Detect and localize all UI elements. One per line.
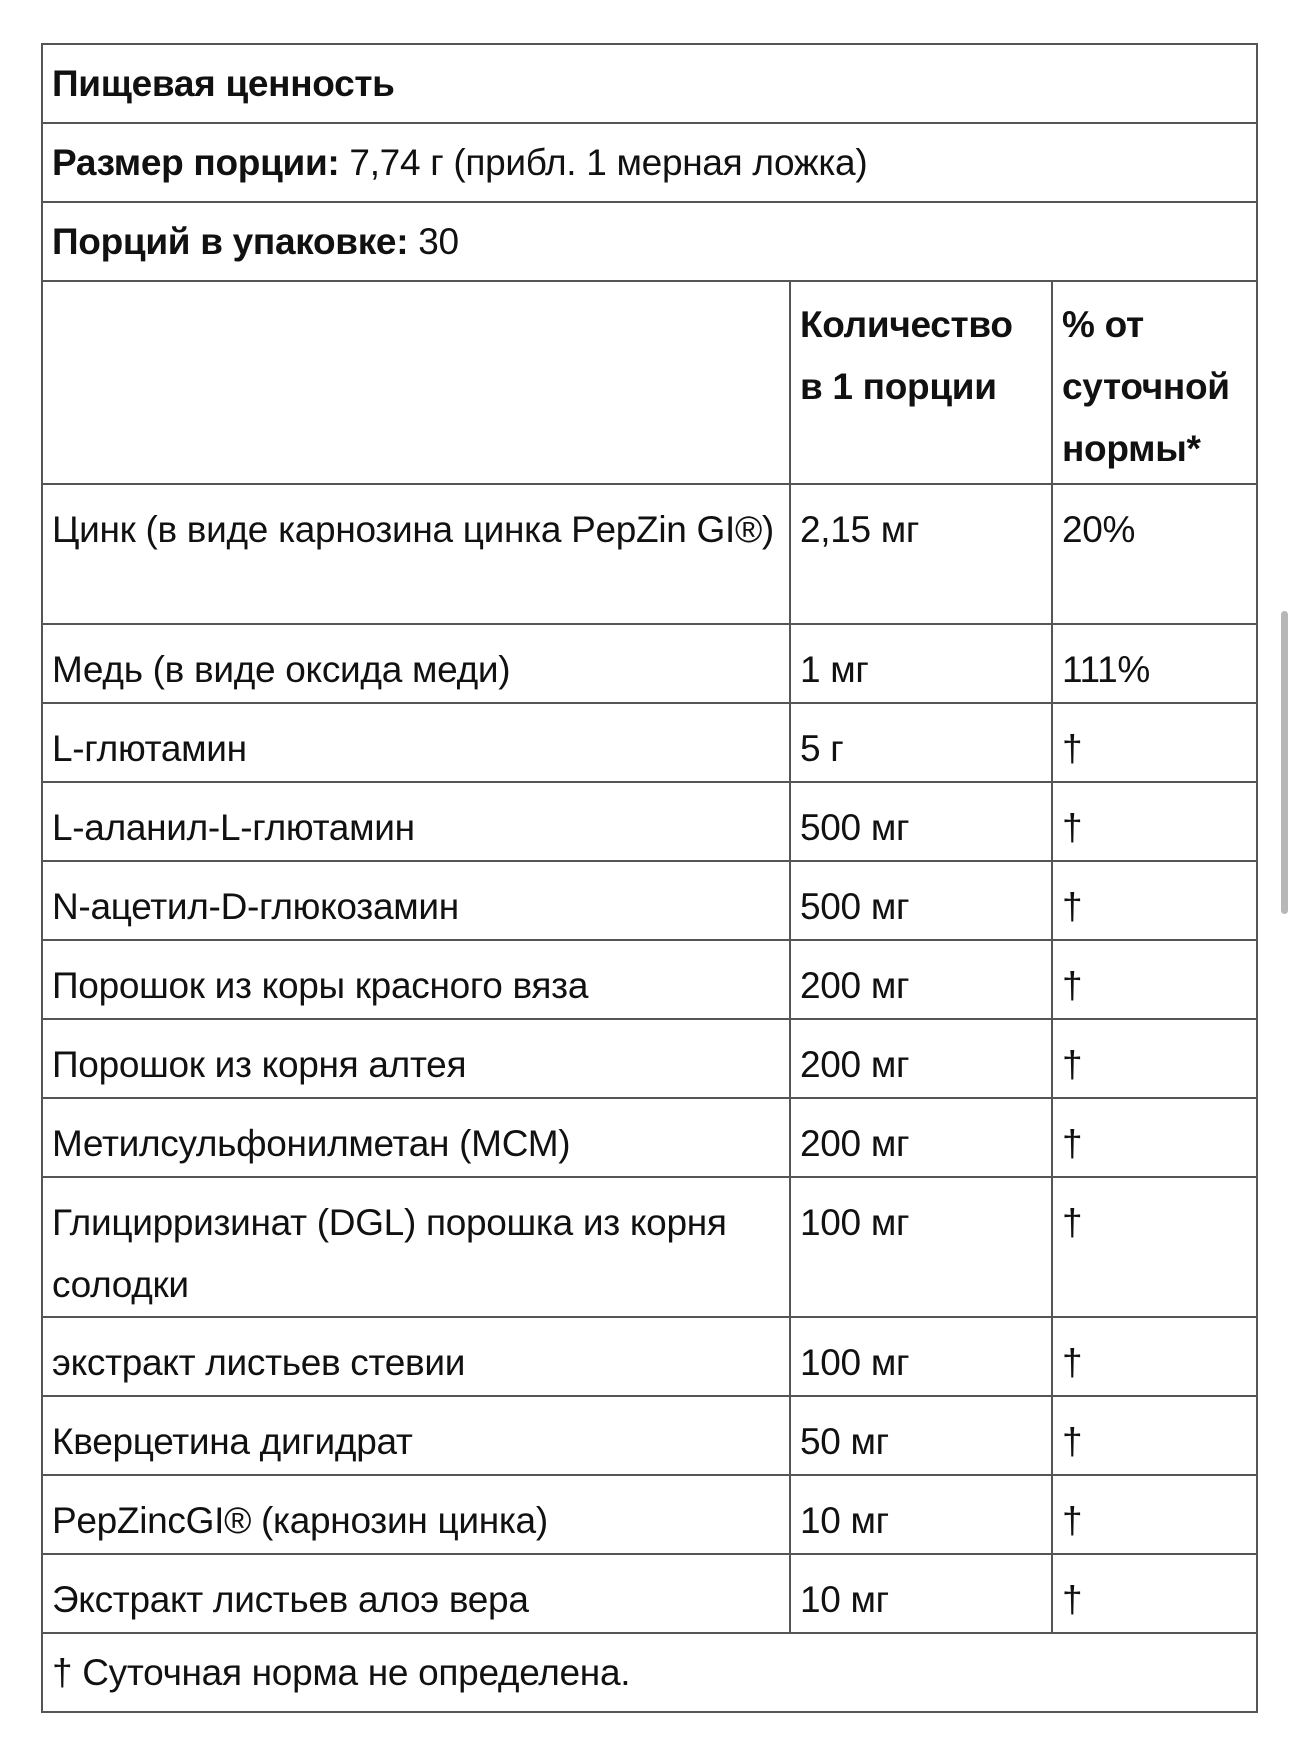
table-row bbox=[43, 862, 1256, 941]
ingredient-daily-value: † bbox=[1062, 886, 1083, 927]
footnote: † Суточная норма не определена. bbox=[52, 1651, 631, 1693]
column-header-amount: Количество в 1 порции bbox=[791, 282, 1053, 483]
table-row bbox=[43, 1476, 1256, 1555]
table-row bbox=[43, 1397, 1256, 1476]
ingredient-name: Метилсульфонилметан (МСМ) bbox=[43, 1099, 791, 1176]
ingredient-amount: 500 мг bbox=[791, 862, 1053, 939]
ingredient-amount: 200 мг bbox=[791, 941, 1053, 1018]
table-row bbox=[43, 1318, 1256, 1397]
table-row bbox=[43, 1099, 1256, 1178]
serving-size-value: 7,74 г (прибл. 1 мерная ложка) bbox=[339, 141, 868, 183]
scrollbar[interactable] bbox=[1281, 611, 1288, 914]
ingredient-name: Глицирризинат (DGL) порошка из корня солодки bbox=[43, 1178, 791, 1316]
ingredient-amount: 100 мг bbox=[791, 1178, 1053, 1316]
ingredient-amount: 200 мг bbox=[791, 1099, 1053, 1176]
table-row bbox=[43, 1555, 1256, 1634]
ingredient-amount: 2,15 мг bbox=[791, 485, 1053, 623]
table-row bbox=[43, 485, 1256, 625]
ingredient-daily-value: 111% bbox=[1062, 649, 1150, 690]
ingredient-amount: 10 мг bbox=[791, 1476, 1053, 1553]
ingredient-name: L-глютамин bbox=[43, 704, 791, 781]
ingredient-daily-value: † bbox=[1062, 1579, 1083, 1620]
nutrition-table bbox=[41, 43, 1258, 1713]
ingredient-name: PepZincGI® (карнозин цинка) bbox=[43, 1476, 791, 1553]
ingredient-name: N-ацетил-D-глюкозамин bbox=[43, 862, 791, 939]
ingredient-daily-value: † bbox=[1062, 1500, 1083, 1541]
serving-size-row bbox=[43, 124, 1256, 203]
table-row bbox=[43, 625, 1256, 704]
ingredient-daily-value: † bbox=[1062, 1342, 1083, 1383]
ingredient-daily-value: † bbox=[1062, 1202, 1083, 1243]
ingredient-name: Медь (в виде оксида меди) bbox=[43, 625, 791, 702]
ingredient-amount: 200 мг bbox=[791, 1020, 1053, 1097]
ingredient-amount: 500 мг bbox=[791, 783, 1053, 860]
table-row bbox=[43, 941, 1256, 1020]
ingredient-name: Цинк (в виде карнозина цинка PepZin GI®) bbox=[43, 485, 791, 623]
ingredient-amount: 50 мг bbox=[791, 1397, 1053, 1474]
serving-size-label: Размер порции: bbox=[52, 141, 340, 183]
ingredient-name: L-аланил-L-глютамин bbox=[43, 783, 791, 860]
servings-value: 30 bbox=[408, 220, 459, 262]
servings-label: Порций в упаковке: bbox=[52, 220, 409, 262]
table-row bbox=[43, 704, 1256, 783]
ingredient-amount: 10 мг bbox=[791, 1555, 1053, 1632]
table-row bbox=[43, 1178, 1256, 1318]
column-header-name bbox=[43, 282, 791, 483]
ingredient-daily-value: † bbox=[1062, 807, 1083, 848]
servings-row bbox=[43, 203, 1256, 282]
ingredient-daily-value: † bbox=[1062, 728, 1083, 769]
ingredient-amount: 5 г bbox=[791, 704, 1053, 781]
column-header-row bbox=[43, 282, 1256, 485]
ingredient-amount: 1 мг bbox=[791, 625, 1053, 702]
ingredient-amount: 100 мг bbox=[791, 1318, 1053, 1395]
ingredient-name: Порошок из корня алтея bbox=[43, 1020, 791, 1097]
table-row bbox=[43, 1020, 1256, 1099]
ingredient-daily-value: † bbox=[1062, 1421, 1083, 1462]
ingredient-name: Кверцетина дигидрат bbox=[43, 1397, 791, 1474]
ingredient-name: экстракт листьев стевии bbox=[43, 1318, 791, 1395]
ingredient-name: Порошок из коры красного вяза bbox=[43, 941, 791, 1018]
footnote-row bbox=[43, 1634, 1256, 1713]
table-row bbox=[43, 783, 1256, 862]
ingredient-daily-value: † bbox=[1062, 1123, 1083, 1164]
column-header-daily-value: % от суточной нормы* bbox=[1062, 304, 1230, 469]
ingredient-daily-value: 20% bbox=[1062, 509, 1136, 550]
ingredient-daily-value: † bbox=[1062, 1044, 1083, 1085]
ingredient-daily-value: † bbox=[1062, 965, 1083, 1006]
ingredient-name: Экстракт листьев алоэ вера bbox=[43, 1555, 791, 1632]
table-title-row bbox=[43, 45, 1256, 124]
table-title: Пищевая ценность bbox=[52, 62, 395, 104]
